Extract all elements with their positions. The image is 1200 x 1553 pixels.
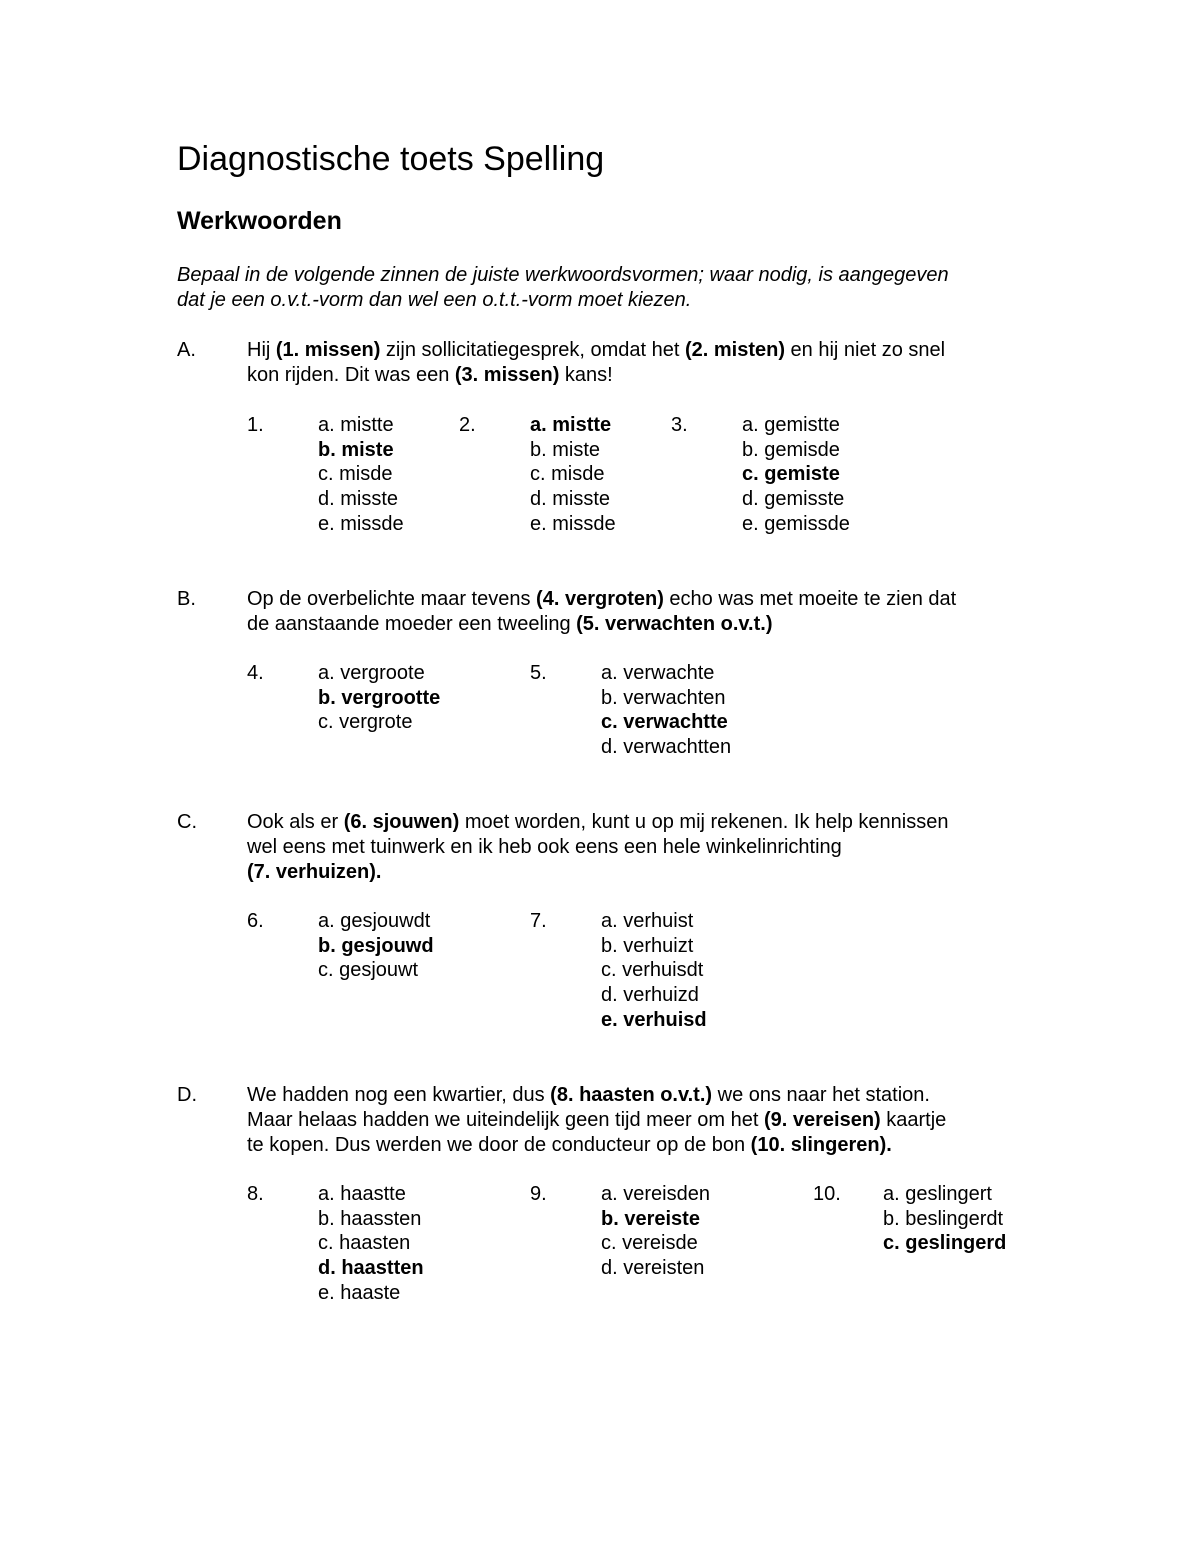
answer-option: a. geslingert [883,1183,992,1205]
options-3 [742,413,850,536]
section-label-d: D. [177,1084,197,1106]
sentence-line: Maar helaas hadden we uiteindelijk geen tijd meer om het (9. vereisen) kaartje [247,1109,947,1131]
options-2 [530,413,616,536]
prompt-7: (7. verhuizen). [247,861,382,883]
answer-option: b. verwachten [601,686,726,709]
prompt-6: (6. sjouwen) [343,811,460,833]
prompt-8: (8. haasten o.v.t.) [550,1084,713,1106]
answer-option: d. misste [318,488,399,511]
answer-option: b. beslingerdt [883,1207,1004,1230]
question-number-7: 7. [530,910,547,932]
answer-option: a. mistte [318,414,394,436]
prompt-10: (10. slingeren). [750,1134,892,1156]
answer-option: b. gesjouwd [318,934,434,957]
answer-option: d. vereisten [601,1257,705,1280]
sentence-line: de aanstaande moeder een tweeling (5. verwachten o.v.t.) [247,613,773,635]
answer-option: c. verwachtte [601,711,728,734]
answer-option: a. verhuist [601,910,694,932]
sentence-line: kon rijden. Dit was een (3. missen) kans! [247,364,613,386]
options-5 [601,661,731,760]
options-6 [318,909,434,983]
answer-option: b. haassten [318,1207,422,1230]
sentence-b [247,587,956,637]
answer-option: d. gemisste [742,488,845,511]
sentence-d [247,1083,946,1158]
answer-option: c. verhuisdt [601,959,704,982]
prompt-1: (1. missen) [275,339,381,361]
question-number-1: 1. [247,414,264,436]
answer-option: c. geslingerd [883,1232,1007,1255]
answer-option: a. mistte [530,414,612,436]
answer-option: b. vergrootte [318,686,441,709]
answer-option: a. gesjouwdt [318,910,431,932]
prompt-9: (9. vereisen) [763,1109,881,1131]
prompt-2: (2. misten) [684,339,785,361]
answer-option: c. haasten [318,1232,411,1255]
prompt-3: (3. missen) [454,364,560,386]
sentence-c [247,810,948,885]
answer-option: b. verhuizt [601,934,694,957]
answer-option: e. missde [530,512,616,535]
answer-option: b. vereiste [601,1207,700,1230]
sentence-line: We hadden nog een kwartier, dus (8. haasten o.v.t.) we ons naar het station. [247,1084,930,1106]
answer-option: a. vereisden [601,1183,710,1205]
answer-option: e. haaste [318,1281,401,1304]
answer-option: c. vereisde [601,1232,698,1255]
answer-option: d. verwachtten [601,736,732,759]
instruction-line: Bepaal in de volgende zinnen de juiste werkwoordsvormen; waar nodig, is aangegeven [177,264,949,286]
question-number-3: 3. [671,414,688,436]
answer-option: a. verwachte [601,662,715,684]
section-heading: Werkwoorden [177,207,342,235]
options-8 [318,1182,424,1305]
sentence-line: Ook als er (6. sjouwen) moet worden, kunt u op mij rekenen. Ik help kennissen [247,811,949,833]
section-label-c: C. [177,811,197,833]
sentence-line [247,860,948,885]
question-number-2: 2. [459,414,476,436]
prompt-5: (5. verwachten o.v.t.) [576,613,773,635]
answer-option: b. miste [318,438,394,461]
answer-option: a. vergroote [318,662,425,684]
answer-option: d. verhuizd [601,984,699,1007]
answer-option: a. haastte [318,1183,406,1205]
question-number-8: 8. [247,1183,264,1205]
answer-option: c. vergrote [318,711,413,734]
answer-option: e. missde [318,512,404,535]
instruction-line: dat je een o.v.t.-vorm dan wel een o.t.t.-vorm moet kiezen. [177,289,692,311]
question-number-6: 6. [247,910,264,932]
answer-option: c. gesjouwt [318,959,419,982]
options-10 [883,1182,1006,1256]
answer-option: d. misste [530,488,611,511]
answer-option: e. verhuisd [601,1008,707,1031]
sentence-line: Hij (1. missen) zijn sollicitatiegesprek, omdat het (2. misten) en hij niet zo snel [247,339,946,361]
options-4 [318,661,440,735]
instruction-text [177,263,949,313]
section-label-a: A. [177,339,196,361]
question-number-4: 4. [247,662,264,684]
options-9 [601,1182,710,1281]
section-label-b: B. [177,588,196,610]
sentence-line: wel eens met tuinwerk en ik heb ook eens een hele winkelinrichting [247,836,842,858]
answer-option: b. miste [530,438,601,461]
answer-option: e. gemissde [742,512,850,535]
page-title: Diagnostische toets Spelling [177,140,605,178]
question-number-10: 10. [813,1183,841,1205]
answer-option: c. gemiste [742,463,840,486]
question-number-9: 9. [530,1183,547,1205]
sentence-line: te kopen. Dus werden we door de conducteur op de bon (10. slingeren). [247,1134,892,1156]
question-number-5: 5. [530,662,547,684]
options-1 [318,413,404,536]
sentence-a [247,338,945,388]
answer-option: b. gemisde [742,438,840,461]
prompt-4: (4. vergroten) [536,588,664,610]
answer-option: a. gemistte [742,414,840,436]
answer-option: c. misde [530,463,605,486]
options-7 [601,909,707,1032]
answer-option: c. misde [318,463,393,486]
sentence-line: Op de overbelichte maar tevens (4. vergroten) echo was met moeite te zien dat [247,588,957,610]
answer-option: d. haastten [318,1257,424,1280]
